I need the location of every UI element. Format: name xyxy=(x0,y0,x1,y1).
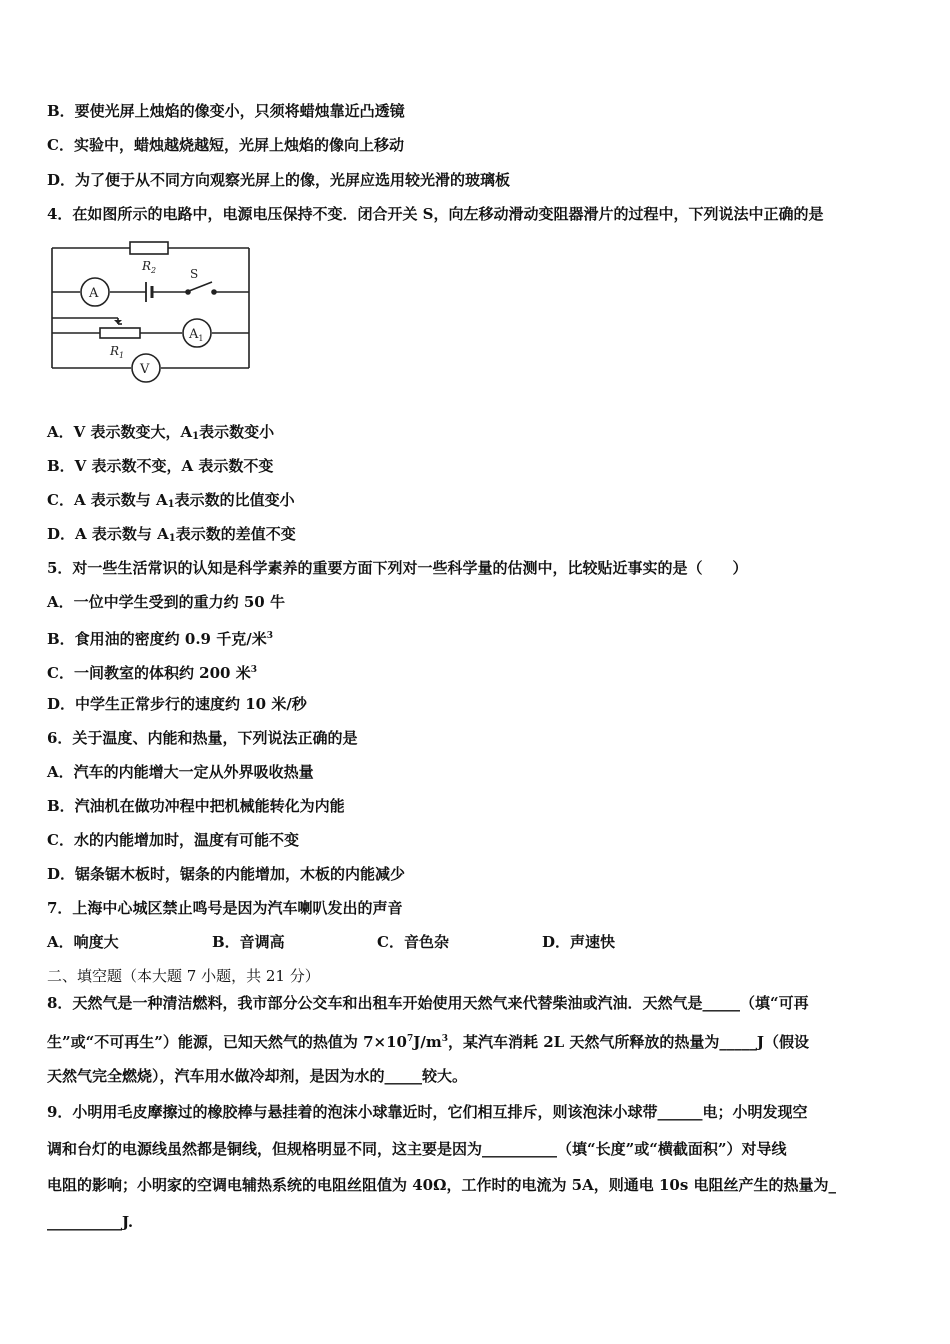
label-r2: $R_2$ xyxy=(142,259,157,275)
q5-option-a: A．一位中学生受到的重力约 50 牛 xyxy=(47,593,285,611)
label-r1: $R_1$ xyxy=(110,344,125,360)
rheostat-r1 xyxy=(100,328,140,338)
q4-option-a: A．V 表示数变大，$A_1$表示数变小 xyxy=(47,423,275,442)
circuit-diagram xyxy=(46,238,256,388)
q9-line-1: 9．小明用毛皮摩擦过的橡胶棒与悬挂着的泡沫小球靠近时，它们相互排斥，则该泡沫小球带______电；小明发现空 xyxy=(47,1103,808,1121)
q3-option-d: D．为了便于从不同方向观察光屏上的像，光屏应选用较光滑的玻璃板 xyxy=(47,171,511,189)
q4-option-c: C．A 表示数与 $A_1$表示数的比值变小 xyxy=(47,491,295,510)
q6-option-b: B．汽油机在做功冲程中把机械能转化为内能 xyxy=(47,797,345,815)
q7-option-d: D．声速快 xyxy=(542,933,616,951)
q5-option-b: B．食用油的密度约 0.9 千克/米$^3$ xyxy=(47,630,273,648)
q4-option-d: D．A 表示数与 $A_1$表示数的差值不变 xyxy=(47,525,296,544)
label-a: A xyxy=(89,286,99,301)
q8-line-2: 生”或“不可再生”）能源，已知天然气的热值为 $7\times 10^7J/m^3$，某汽车消耗 2L 天然气所释放的热量为_____J（假设 xyxy=(47,1033,810,1051)
q3-option-b: B．要使光屏上烛焰的像变小，只须将蜡烛靠近凸透镜 xyxy=(47,102,405,120)
label-v: V xyxy=(140,362,150,377)
q5-stem: 5．对一些生活常识的认知是科学素养的重要方面下列对一些科学量的估测中，比较贴近事实的是（ ） xyxy=(47,559,748,577)
q4-stem: 4．在如图所示的电路中，电源电压保持不变．闭合开关 S，向左移动滑动变阻器滑片的过程中，下列说法中正确的是 xyxy=(47,205,824,223)
q8-line-3: 天然气完全燃烧），汽车用水做冷却剂，是因为水的_____较大。 xyxy=(47,1067,468,1085)
q6-stem: 6．关于温度、内能和热量，下列说法正确的是 xyxy=(47,729,358,747)
label-s: S xyxy=(190,267,199,281)
label-a1: $A_1$ xyxy=(189,327,204,343)
q3-option-c: C．实验中，蜡烛越烧越短，光屏上烛焰的像向上移动 xyxy=(47,136,404,154)
q5-option-d: D．中学生正常步行的速度约 10 米/秒 xyxy=(47,695,307,713)
q7-option-a: A．响度大 xyxy=(47,933,119,951)
q9-line-2: 调和台灯的电源线虽然都是铜线，但规格明显不同，这主要是因为__________（填“长度”或“横截面积”）对导线 xyxy=(47,1140,787,1158)
q7-option-c: C．音色杂 xyxy=(377,933,449,951)
q7-stem: 7．上海中心城区禁止鸣号是因为汽车喇叭发出的声音 xyxy=(47,899,403,917)
q5-option-c: C．一间教室的体积约 200 米$^3$ xyxy=(47,664,257,682)
section-2-heading: 二、填空题（本大题 7 小题，共 21 分） xyxy=(47,967,320,985)
q6-option-d: D．锯条锯木板时，锯条的内能增加，木板的内能减少 xyxy=(47,865,406,883)
resistor-r2 xyxy=(130,242,168,254)
q6-option-a: A．汽车的内能增大一定从外界吸收热量 xyxy=(47,763,314,781)
q4-option-b: B．V 表示数不变，A 表示数不变 xyxy=(47,457,274,475)
q9-line-3: 电阻的影响；小明家的空调电辅热系统的电阻丝阻值为 40Ω，工作时的电流为 5A，则通电 10s 电阻丝产生的热量为_ xyxy=(47,1176,837,1194)
q6-option-c: C．水的内能增加时，温度有可能不变 xyxy=(47,831,299,849)
q8-line-1: 8．天然气是一种清洁燃料，我市部分公交车和出租车开始使用天然气来代替柴油或汽油．天然气是_____（填“可再 xyxy=(47,994,809,1012)
q7-option-b: B．音调高 xyxy=(212,933,285,951)
q9-line-4: __________J. xyxy=(47,1213,134,1231)
